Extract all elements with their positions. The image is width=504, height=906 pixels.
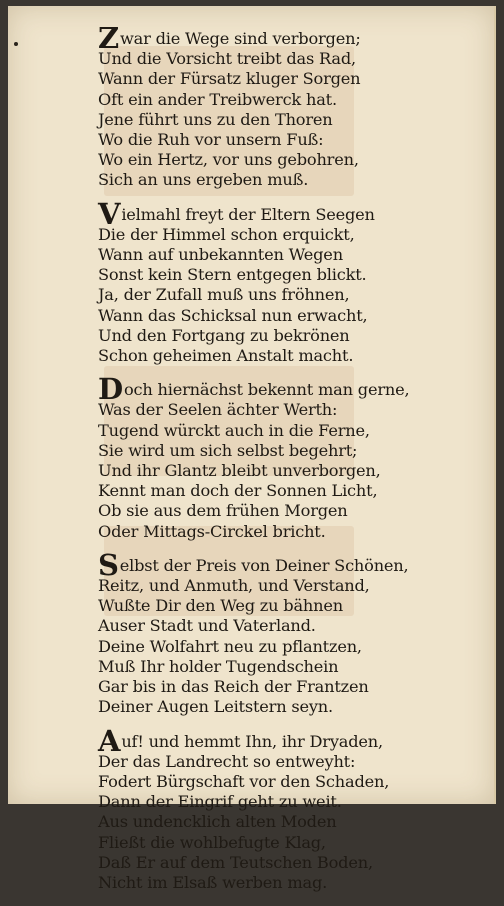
verse-line <box>98 130 478 150</box>
stanza <box>98 372 478 542</box>
verse-text: Daß Er auf dem Teutschen Boden, <box>98 852 373 872</box>
verse-text: Ob sie aus dem frühen Morgen <box>98 501 348 521</box>
stanza <box>98 547 478 718</box>
verse-text: Nicht im Elsaß werben mag. <box>98 872 328 892</box>
verse-line <box>98 616 478 636</box>
verse-line <box>98 812 478 832</box>
verse-text: Kennt man doch der Sonnen Licht, <box>98 481 378 501</box>
verse-line <box>98 49 478 69</box>
verse-line <box>98 372 478 407</box>
verse-text: Sie wird um sich selbst begehrt; <box>98 440 358 460</box>
verse-text: war die Wege sind verborgen; <box>119 29 361 48</box>
verse-line <box>98 110 478 130</box>
verse-line <box>98 752 478 772</box>
verse-line <box>98 772 478 792</box>
verse-line <box>98 792 478 812</box>
verse-text: Deiner Augen Leitstern seyn. <box>98 697 333 717</box>
verse-line <box>98 723 478 758</box>
verse-line <box>98 441 478 461</box>
verse-line <box>98 637 478 657</box>
verse-line <box>98 306 478 326</box>
verse-line <box>98 596 478 616</box>
verse-text: Fodert Bürgschaft vor den Schaden, <box>98 771 390 791</box>
verse-line <box>98 657 478 677</box>
verse-line <box>98 245 478 265</box>
verse-text: Oft ein ander Treibwerck hat. <box>98 89 337 109</box>
verse-line <box>98 461 478 481</box>
verse-line <box>98 833 478 853</box>
verse-text: Sich an uns ergeben muß. <box>98 170 309 190</box>
drop-initial: D <box>98 372 123 407</box>
verse-line <box>98 853 478 873</box>
verse-line <box>98 522 478 542</box>
verse-line <box>98 90 478 110</box>
verse-text: Was der Seelen ächter Werth: <box>98 400 338 420</box>
verse-text: Ja, der Zufall muß uns fröhnen, <box>98 285 350 305</box>
drop-initial: V <box>98 196 121 231</box>
verse-text: och hiernächst bekennt man gerne, <box>123 380 410 400</box>
verse-line <box>98 21 478 55</box>
verse-text: Aus undencklich alten Moden <box>98 812 337 832</box>
verse-text: Dann der Eingrif geht zu weit. <box>98 792 342 812</box>
verse-text: Die der Himmel schon erquickt, <box>98 224 355 244</box>
verse-line <box>98 225 478 245</box>
drop-initial: A <box>98 723 121 758</box>
verse-line <box>98 547 478 582</box>
edge-mark <box>14 42 18 46</box>
verse-line <box>98 346 478 366</box>
verse-text: Und die Vorsicht treibt das Rad, <box>98 49 356 69</box>
verse-text: ielmahl freyt der Eltern Seegen <box>121 204 375 224</box>
verse-line <box>98 873 478 893</box>
verse-text: Gar bis in das Reich der Frantzen <box>98 677 369 697</box>
verse-line <box>98 265 478 285</box>
drop-initial: S <box>98 547 119 582</box>
stanza <box>98 196 478 367</box>
verse-line <box>98 196 478 231</box>
verse-text: elbst der Preis von Deiner Schönen, <box>119 555 409 575</box>
verse-text: Wann der Fürsatz kluger Sorgen <box>98 69 361 89</box>
verse-text: Auser Stadt und Vaterland. <box>98 616 316 636</box>
verse-line <box>98 481 478 501</box>
verse-line <box>98 285 478 305</box>
drop-initial: Z <box>98 21 119 55</box>
verse-text: Muß Ihr holder Tugendschein <box>98 656 339 676</box>
verse-line <box>98 576 478 596</box>
book-page <box>8 6 496 892</box>
verse-line <box>98 150 478 170</box>
verse-text: Sonst kein Stern entgegen blickt. <box>98 265 367 285</box>
poem <box>98 21 478 906</box>
verse-text: uf! und hemmt Ihn, ihr Dryaden, <box>121 731 383 751</box>
verse-line <box>98 677 478 697</box>
verse-text: Tugend würckt auch in die Ferne, <box>98 420 370 440</box>
verse-line <box>98 400 478 420</box>
verse-text: Der das Landrecht so entweyht: <box>98 751 356 771</box>
verse-text: Oder Mittags-Circkel bricht. <box>98 521 326 541</box>
verse-text: Fließt die wohlbefugte Klag, <box>98 832 326 852</box>
verse-text: Und den Fortgang zu bekrönen <box>98 325 350 345</box>
verse-line <box>98 69 478 89</box>
verse-line <box>98 501 478 521</box>
verse-line <box>98 170 478 190</box>
verse-text: Wo ein Hertz, vor uns gebohren, <box>98 150 359 170</box>
verse-text: Schon geheimen Anstalt macht. <box>98 346 354 366</box>
verse-line <box>98 421 478 441</box>
verse-text: Deine Wolfahrt neu zu pflantzen, <box>98 636 362 656</box>
verse-text: Wann das Schicksal nun erwacht, <box>98 305 368 325</box>
verse-text: Wann auf unbekannten Wegen <box>98 245 343 265</box>
verse-text: Wußte Dir den Weg zu bähnen <box>98 596 343 616</box>
stanza <box>98 21 478 191</box>
stanza <box>98 723 478 894</box>
verse-text: Wo die Ruh vor unsern Fuß: <box>98 130 324 150</box>
verse-text: Reitz, und Anmuth, und Verstand, <box>98 576 370 596</box>
verse-text: Und ihr Glantz bleibt unverborgen, <box>98 461 381 481</box>
verse-text: Jene führt uns zu den Thoren <box>98 109 333 129</box>
verse-line <box>98 697 478 717</box>
verse-line <box>98 326 478 346</box>
